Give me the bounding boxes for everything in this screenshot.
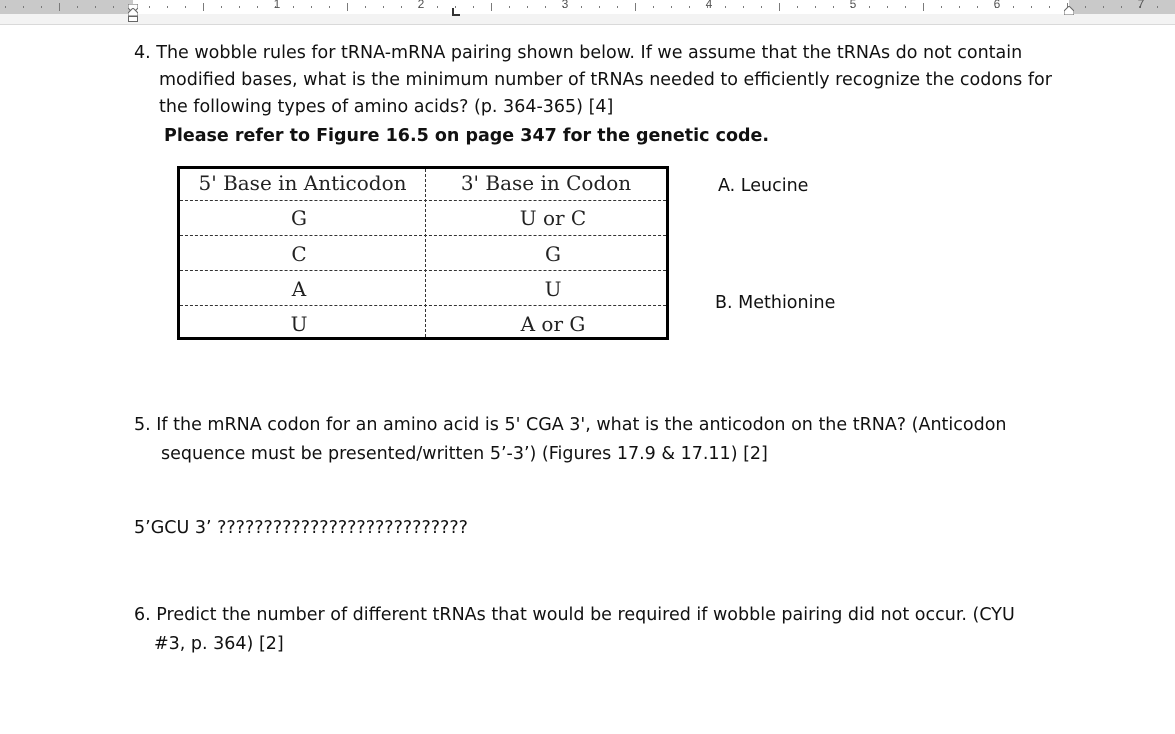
- q6-line2: #3, p. 364) [2]: [154, 634, 284, 654]
- ruler-tick: [545, 6, 546, 8]
- hanging-indent-marker[interactable]: [128, 8, 138, 22]
- ruler-tick: [1085, 6, 1086, 8]
- ruler-tick: [203, 3, 204, 11]
- ruler-tick: [113, 6, 114, 8]
- ruler-tick: [941, 6, 942, 8]
- ruler-tick: [815, 6, 816, 8]
- ruler-tick: [473, 6, 474, 8]
- ruler-number: 7: [1137, 0, 1145, 11]
- table-cell: U: [544, 277, 562, 301]
- ruler-tick: [1031, 6, 1032, 8]
- table-cell: C: [291, 242, 307, 266]
- ruler-tick: [905, 6, 906, 8]
- ruler-tick: [185, 6, 186, 8]
- ruler-tick: [401, 6, 402, 8]
- ruler-tick: [977, 6, 978, 8]
- ruler-tick: [599, 6, 600, 8]
- q4-line3: the following types of amino acids? (p. 364-365) [4]: [159, 97, 614, 117]
- table-cell: A: [291, 277, 307, 301]
- ruler-tick: [635, 3, 636, 11]
- ruler-tick: [221, 6, 222, 8]
- ruler-tick: [1121, 6, 1122, 8]
- ruler-tick: [329, 6, 330, 8]
- ruler-tick: [617, 6, 618, 8]
- ruler-tick: [23, 6, 24, 8]
- ruler-tick: [653, 6, 654, 8]
- ruler-tick: [491, 3, 492, 11]
- wobble-rules-table: [177, 166, 669, 340]
- q4-line1: 4. The wobble rules for tRNA-mRNA pairing shown below. If we assume that the tRNAs do not contain: [134, 43, 1023, 63]
- ruler-tick: [77, 6, 78, 8]
- table-cell: G: [291, 206, 307, 230]
- table-cell: G: [545, 242, 561, 266]
- ruler-tick: [5, 6, 6, 8]
- ruler-number: 4: [705, 0, 713, 11]
- q4-line2: modified bases, what is the minimum number of tRNAs needed to efficiently recognize the codons for: [159, 70, 1052, 90]
- ruler-tick: [581, 6, 582, 8]
- table-header-codon: 3' Base in Codon: [460, 171, 632, 195]
- ruler-tick: [923, 3, 924, 11]
- table-header-anticodon: 5' Base in Anticodon: [198, 171, 407, 195]
- ruler-tick: [887, 6, 888, 8]
- ruler-number: 5: [849, 0, 857, 11]
- table-cell: A or G: [520, 312, 586, 336]
- right-indent-marker[interactable]: [1064, 6, 1074, 15]
- ruler-number: 1: [273, 0, 281, 11]
- ruler-tick: [1049, 6, 1050, 8]
- ruler-tick: [725, 6, 726, 8]
- ruler-tick: [311, 6, 312, 8]
- ruler-number: 6: [993, 0, 1001, 11]
- q4-answer-b: B. Methionine: [715, 293, 836, 313]
- q6-line1: 6. Predict the number of different tRNAs that would be required if wobble pairing did not occur. (CYU: [134, 605, 1015, 625]
- ruler-tick: [59, 3, 60, 11]
- left-tab-stop[interactable]: [452, 8, 460, 16]
- ruler-tick: [239, 6, 240, 8]
- ruler-tick: [671, 6, 672, 8]
- ruler-number: 2: [417, 0, 425, 11]
- ruler-tick: [1157, 6, 1158, 8]
- ruler-tick: [437, 6, 438, 8]
- ruler-tick: [833, 6, 834, 8]
- ruler-tick: [797, 6, 798, 8]
- q4-answer-a: A. Leucine: [718, 176, 809, 196]
- ruler-tick: [509, 6, 510, 8]
- q5-line1: 5. If the mRNA codon for an amino acid is 5' CGA 3', what is the anticodon on the tRNA? (Anticodon: [134, 415, 1007, 435]
- ruler-tick: [293, 6, 294, 8]
- ruler-tick: [383, 6, 384, 8]
- ruler[interactable]: [0, 0, 1175, 25]
- table-cell: U: [290, 312, 308, 336]
- ruler-tick: [365, 6, 366, 8]
- table-row-divider: [180, 235, 666, 236]
- ruler-tick: [257, 6, 258, 8]
- ruler-number: 3: [561, 0, 569, 11]
- ruler-tick: [1103, 6, 1104, 8]
- ruler-tick: [869, 6, 870, 8]
- ruler-tick: [761, 6, 762, 8]
- q5-answer[interactable]: 5’GCU 3’ ???????????????????????????: [134, 518, 468, 538]
- ruler-tick: [167, 6, 168, 8]
- ruler-tick: [149, 6, 150, 8]
- ruler-tick: [527, 6, 528, 8]
- ruler-tick: [743, 6, 744, 8]
- ruler-tick: [959, 6, 960, 8]
- table-cell: U or C: [519, 206, 587, 230]
- ruler-tick: [689, 6, 690, 8]
- ruler-tick: [95, 6, 96, 8]
- q4-note: Please refer to Figure 16.5 on page 347 for the genetic code.: [164, 126, 770, 146]
- ruler-tick: [1013, 6, 1014, 8]
- ruler-tick: [347, 3, 348, 11]
- ruler-tick: [41, 6, 42, 8]
- q5-line2: sequence must be presented/written 5’-3’) (Figures 17.9 & 17.11) [2]: [161, 444, 768, 464]
- ruler-tick: [779, 3, 780, 11]
